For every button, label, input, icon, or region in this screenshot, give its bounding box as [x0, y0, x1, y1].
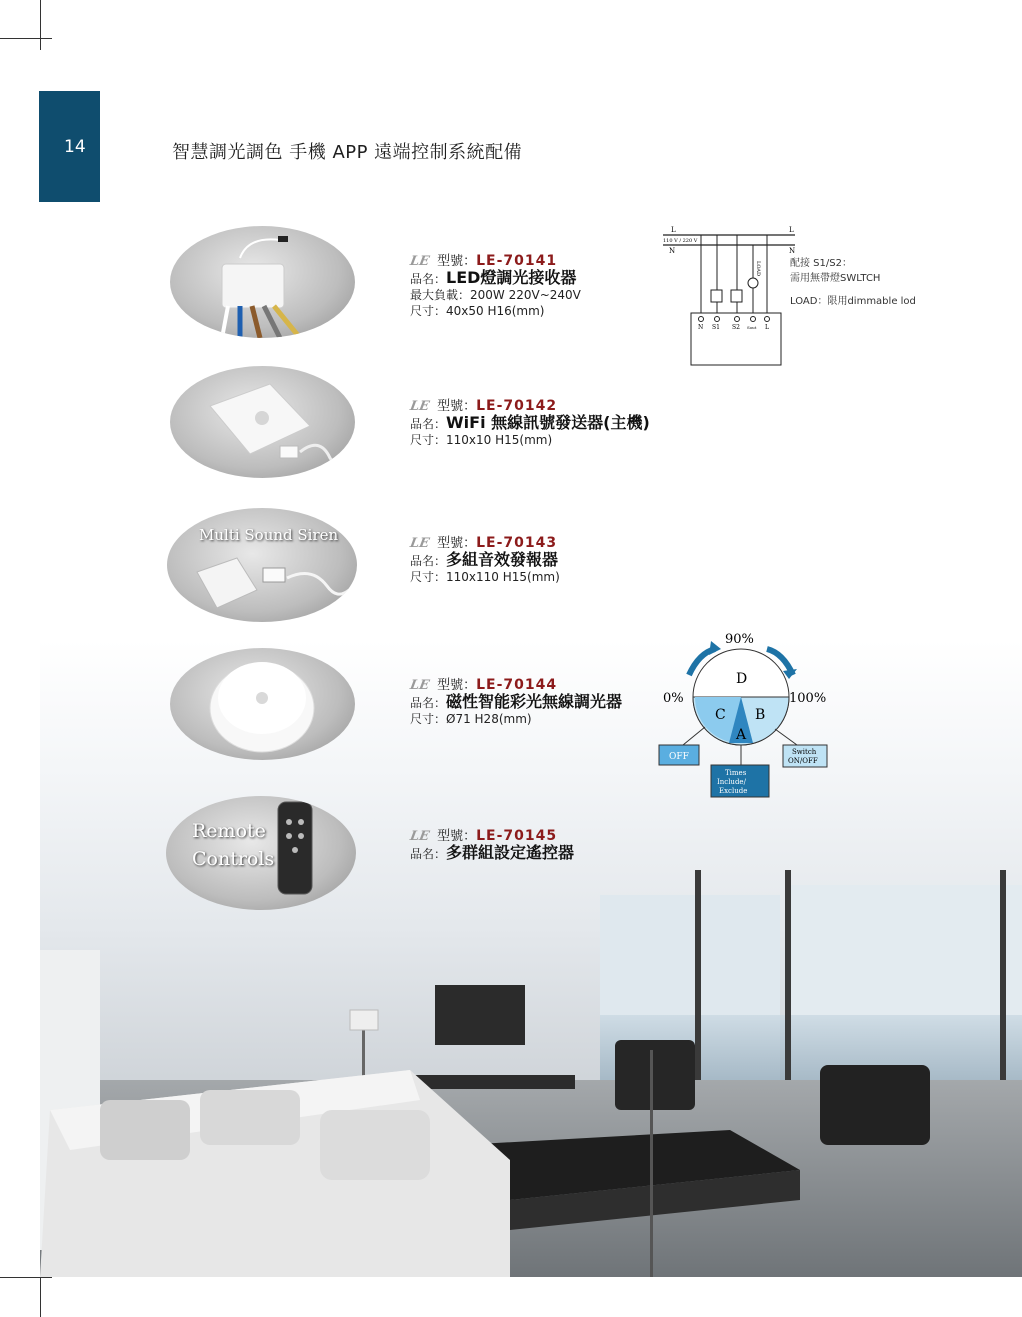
terminal-label: N [698, 324, 704, 331]
le-logo: LE [408, 399, 431, 414]
model-prefix: 型號： [437, 678, 477, 693]
name-line [410, 552, 560, 569]
le-logo: LE [408, 254, 431, 269]
spec-line: 最大負載：200W 220V~240V [410, 288, 581, 302]
model-number: LE-70141 [476, 253, 558, 269]
wiring-note-line: 配接 S1/S2： [790, 258, 852, 269]
spec-line: 尺寸：110x10 H15(mm) [410, 433, 553, 447]
off-box-label: OFF [669, 752, 689, 762]
terminal-label: S2 [732, 324, 740, 331]
le-logo: LE [408, 678, 431, 693]
image-title: Remote [192, 820, 266, 842]
wiring-diagram [655, 225, 805, 370]
product-name: 磁性智能彩光無線調光器 [446, 692, 623, 711]
voltage-label: 110 V / 220 V [663, 238, 698, 244]
name-prefix: 品名： [410, 696, 447, 710]
page-number: 14 [64, 137, 86, 157]
name-line [410, 270, 581, 287]
image-title: Multi Sound Siren [199, 526, 339, 544]
dial-top-label: 90% [725, 632, 754, 647]
product-name: WiFi 無線訊號發送器(主機) [446, 413, 650, 432]
product-image-le-70143 [167, 508, 357, 622]
times-box-label: Exclude [719, 787, 748, 795]
wire-label: N [789, 247, 796, 255]
dial-left-label: 0% [663, 691, 684, 706]
times-box-label: Include/ [717, 778, 746, 786]
wiring-note-line: LOAD：限用dimmable lod [790, 296, 916, 307]
name-prefix: 品名： [410, 847, 447, 861]
product-name: LED燈調光接收器 [446, 268, 577, 287]
dial-right-label: 100% [789, 691, 827, 706]
switch-box-label: Switch [792, 748, 817, 756]
load-label: LOAD [755, 261, 761, 277]
remote-control-illustration [166, 796, 356, 910]
product-name: 多組音效發報器 [446, 550, 559, 569]
product-info-le-70142 [410, 398, 650, 448]
terminal-label: S1 [712, 324, 720, 331]
dial-zone-label: A [736, 727, 747, 743]
dial-zone-label: B [755, 707, 766, 723]
model-number: LE-70145 [476, 828, 558, 844]
product-image-le-70142 [170, 366, 355, 478]
model-number: LE-70142 [476, 398, 558, 414]
name-prefix: 品名： [410, 272, 447, 286]
le-logo: LE [408, 536, 431, 551]
product-image-le-70141 [170, 226, 355, 338]
product-image-le-70145 [166, 796, 356, 910]
name-line [410, 415, 650, 432]
page-number-tab [39, 91, 100, 202]
name-line [410, 694, 622, 711]
wire-label: L [789, 226, 794, 234]
terminal-label: L [765, 324, 769, 331]
model-prefix: 型號： [437, 829, 477, 844]
name-line [410, 845, 574, 862]
crop-mark [0, 1277, 52, 1278]
spec-line: 尺寸：Ø71 H28(mm) [410, 712, 532, 726]
magnetic-dimmer-illustration [170, 648, 355, 760]
spec-line: 尺寸：40x50 H16(mm) [410, 304, 545, 318]
page-title: 智慧調光調色 手機 APP 遠端控制系統配備 [172, 142, 523, 163]
product-info-le-70141 [410, 253, 581, 319]
receiver-module-illustration [170, 226, 355, 338]
terminal-label: Sout [747, 325, 757, 330]
dial-zone-label: D [736, 671, 748, 687]
model-prefix: 型號： [437, 536, 477, 551]
model-prefix: 型號： [437, 399, 477, 414]
wire-label: N [669, 247, 676, 255]
wiring-note [790, 256, 916, 309]
product-name: 多群組設定遙控器 [446, 843, 575, 862]
dimmer-dial-diagram [655, 625, 835, 800]
model-prefix: 型號： [437, 254, 477, 269]
product-info-le-70145 [410, 828, 574, 862]
wifi-transmitter-illustration [170, 366, 355, 478]
model-number: LE-70144 [476, 677, 558, 693]
product-info-le-70144 [410, 677, 622, 727]
crop-mark [0, 38, 52, 39]
image-title: Controls [192, 848, 275, 870]
name-prefix: 品名： [410, 554, 447, 568]
dial-zone-label: C [715, 707, 726, 723]
crop-mark [40, 0, 41, 50]
wiring-note-line: 需用無帶燈SWLTCH [790, 273, 881, 284]
product-info-le-70143 [410, 535, 560, 585]
wire-label: L [671, 226, 676, 234]
name-prefix: 品名： [410, 417, 447, 431]
product-image-le-70144 [170, 648, 355, 760]
spec-line: 尺寸：110x110 H15(mm) [410, 570, 560, 584]
switch-box-label: ON/OFF [788, 757, 818, 765]
siren-illustration [167, 508, 357, 622]
model-number: LE-70143 [476, 535, 558, 551]
times-box-label: Times [725, 769, 747, 777]
le-logo: LE [408, 829, 431, 844]
